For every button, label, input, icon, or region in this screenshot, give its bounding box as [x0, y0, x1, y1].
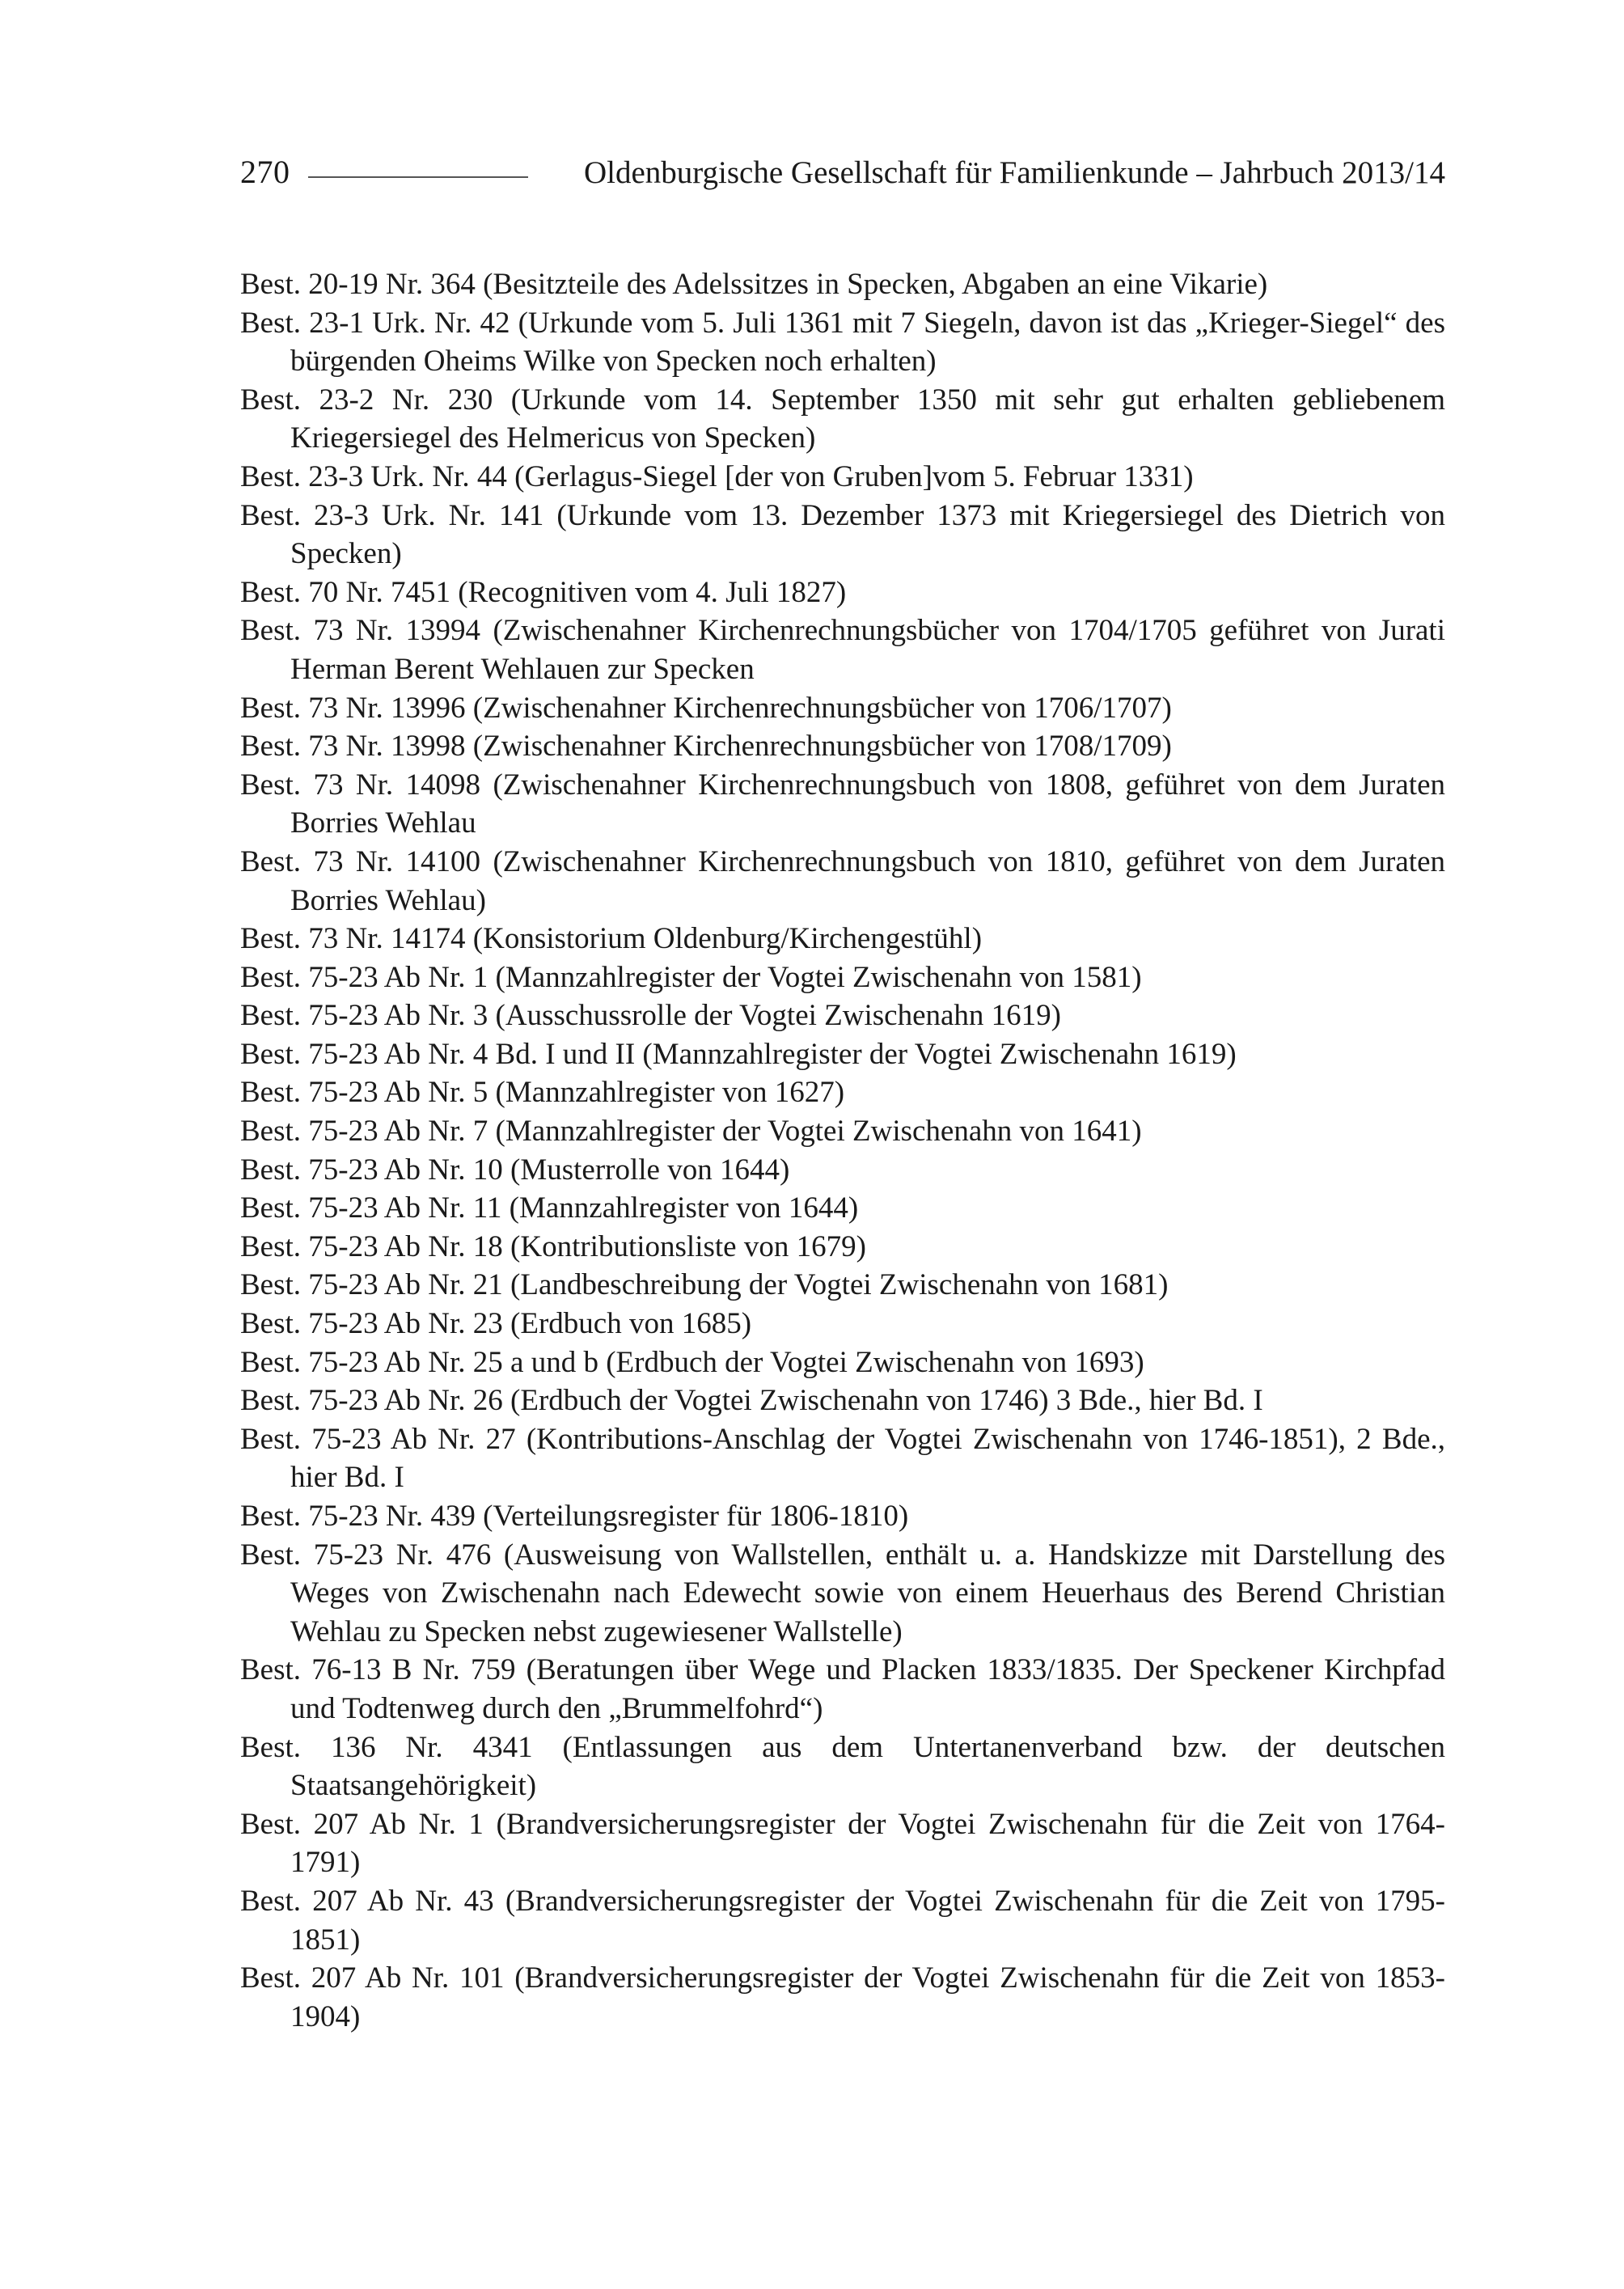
- source-entry: Best. 75-23 Ab Nr. 4 Bd. I und II (Mannzahlregister der Vogtei Zwischenahn 1619): [240, 1037, 1237, 1071]
- source-entry: Best. 207 Ab Nr. 1 (Brandversicherungsregister der Vogtei Zwischenahn für die Zeit von 1764-1791): [240, 1807, 1445, 1880]
- source-entry: Best. 73 Nr. 14098 (Zwischenahner Kirchenrechnungsbuch von 1808, geführet von dem Juraten Borries Wehlau: [240, 768, 1445, 840]
- archive-source-list: [240, 265, 1445, 2036]
- source-entry: Best. 75-23 Ab Nr. 18 (Kontributionsliste von 1679): [240, 1229, 866, 1263]
- source-entry: Best. 75-23 Ab Nr. 5 (Mannzahlregister von 1627): [240, 1076, 845, 1110]
- source-entry: Best. 75-23 Ab Nr. 7 (Mannzahlregister der Vogtei Zwischenahn von 1641): [240, 1115, 1142, 1149]
- source-entry: Best. 70 Nr. 7451 (Recognitiven vom 4. Juli 1827): [240, 575, 847, 609]
- source-entry: Best. 75-23 Ab Nr. 11 (Mannzahlregister von 1644): [240, 1191, 859, 1225]
- source-entry: Best. 75-23 Ab Nr. 25 a und b (Erdbuch der Vogtei Zwischenahn von 1693): [240, 1345, 1144, 1379]
- source-entry: Best. 75-23 Ab Nr. 21 (Landbeschreibung der Vogtei Zwischenahn von 1681): [240, 1268, 1169, 1302]
- journal-title: Oldenburgische Gesellschaft für Familienkunde – Jahrbuch 2013/14: [583, 155, 1445, 190]
- header-rule: [308, 176, 528, 178]
- source-entry: Best. 75-23 Nr. 476 (Ausweisung von Wallstellen, enthält u. a. Handskizze mit Darstellung des Weges von Zwischenahn nach Edewecht sowie von einem Heuerhaus des Berend Christian Wehlau zu Specken nebst zugewiesener Wallstelle): [240, 1538, 1445, 1648]
- source-entry: Best. 73 Nr. 14174 (Konsistorium Oldenburg/Kirchengestühl): [240, 922, 983, 956]
- source-entry: Best. 23-3 Urk. Nr. 141 (Urkunde vom 13. Dezember 1373 mit Kriegersiegel des Dietrich von Specken): [240, 498, 1445, 571]
- page-number: 270: [240, 154, 290, 190]
- source-entry: Best. 73 Nr. 13996 (Zwischenahner Kirchenrechnungsbücher von 1706/1707): [240, 691, 1172, 725]
- source-entry: Best. 75-23 Ab Nr. 10 (Musterrolle von 1644): [240, 1153, 790, 1187]
- source-entry: Best. 75-23 Ab Nr. 23 (Erdbuch von 1685): [240, 1307, 752, 1341]
- source-entry: Best. 23-2 Nr. 230 (Urkunde vom 14. September 1350 mit sehr gut erhalten gebliebenem Kriegersiegel des Helmericus von Specken): [240, 383, 1445, 455]
- source-entry: Best. 23-3 Urk. Nr. 44 (Gerlagus-Siegel [der von Gruben]vom 5. Februar 1331): [240, 459, 1194, 493]
- source-entry: Best. 75-23 Ab Nr. 1 (Mannzahlregister der Vogtei Zwischenahn von 1581): [240, 960, 1142, 994]
- source-entry: Best. 207 Ab Nr. 101 (Brandversicherungsregister der Vogtei Zwischenahn für die Zeit von 1853-1904): [240, 1961, 1445, 2033]
- source-entry: Best. 73 Nr. 13998 (Zwischenahner Kirchenrechnungsbücher von 1708/1709): [240, 730, 1172, 764]
- source-entry: Best. 207 Ab Nr. 43 (Brandversicherungsregister der Vogtei Zwischenahn für die Zeit von 1795-1851): [240, 1884, 1445, 1957]
- source-entry: Best. 75-23 Ab Nr. 3 (Ausschussrolle der Vogtei Zwischenahn 1619): [240, 999, 1061, 1033]
- source-entry: Best. 75-23 Ab Nr. 26 (Erdbuch der Vogtei Zwischenahn von 1746) 3 Bde., hier Bd. I: [240, 1384, 1263, 1418]
- source-entry: Best. 136 Nr. 4341 (Entlassungen aus dem Untertanenverband bzw. der deutschen Staatsangehörigkeit): [240, 1730, 1445, 1803]
- source-entry: Best. 76-13 B Nr. 759 (Beratungen über Wege und Placken 1833/1835. Der Speckener Kirchpfad und Todtenweg durch den „Brummelfohrd“): [240, 1653, 1445, 1725]
- source-entry: Best. 23-1 Urk. Nr. 42 (Urkunde vom 5. Juli 1361 mit 7 Siegeln, davon ist das „Krieger-Siegel“ des bürgenden Oheims Wilke von Specken noch erhalten): [240, 306, 1445, 379]
- source-entry: Best. 75-23 Ab Nr. 27 (Kontributions-Anschlag der Vogtei Zwischenahn von 1746-1851), 2 Bde., hier Bd. I: [240, 1422, 1445, 1495]
- source-entry: Best. 73 Nr. 14100 (Zwischenahner Kirchenrechnungsbuch von 1810, geführet von dem Juraten Borries Wehlau): [240, 844, 1445, 917]
- source-entry: Best. 20-19 Nr. 364 (Besitzteile des Adelssitzes in Specken, Abgaben an eine Vikarie): [240, 268, 1268, 301]
- source-entry: Best. 75-23 Nr. 439 (Verteilungsregister für 1806-1810): [240, 1500, 909, 1533]
- source-entry: Best. 73 Nr. 13994 (Zwischenahner Kirchenrechnungsbücher von 1704/1705 geführet von Jurati Herman Berent Wehlauen zur Specken: [240, 614, 1445, 686]
- running-header: [240, 152, 1445, 193]
